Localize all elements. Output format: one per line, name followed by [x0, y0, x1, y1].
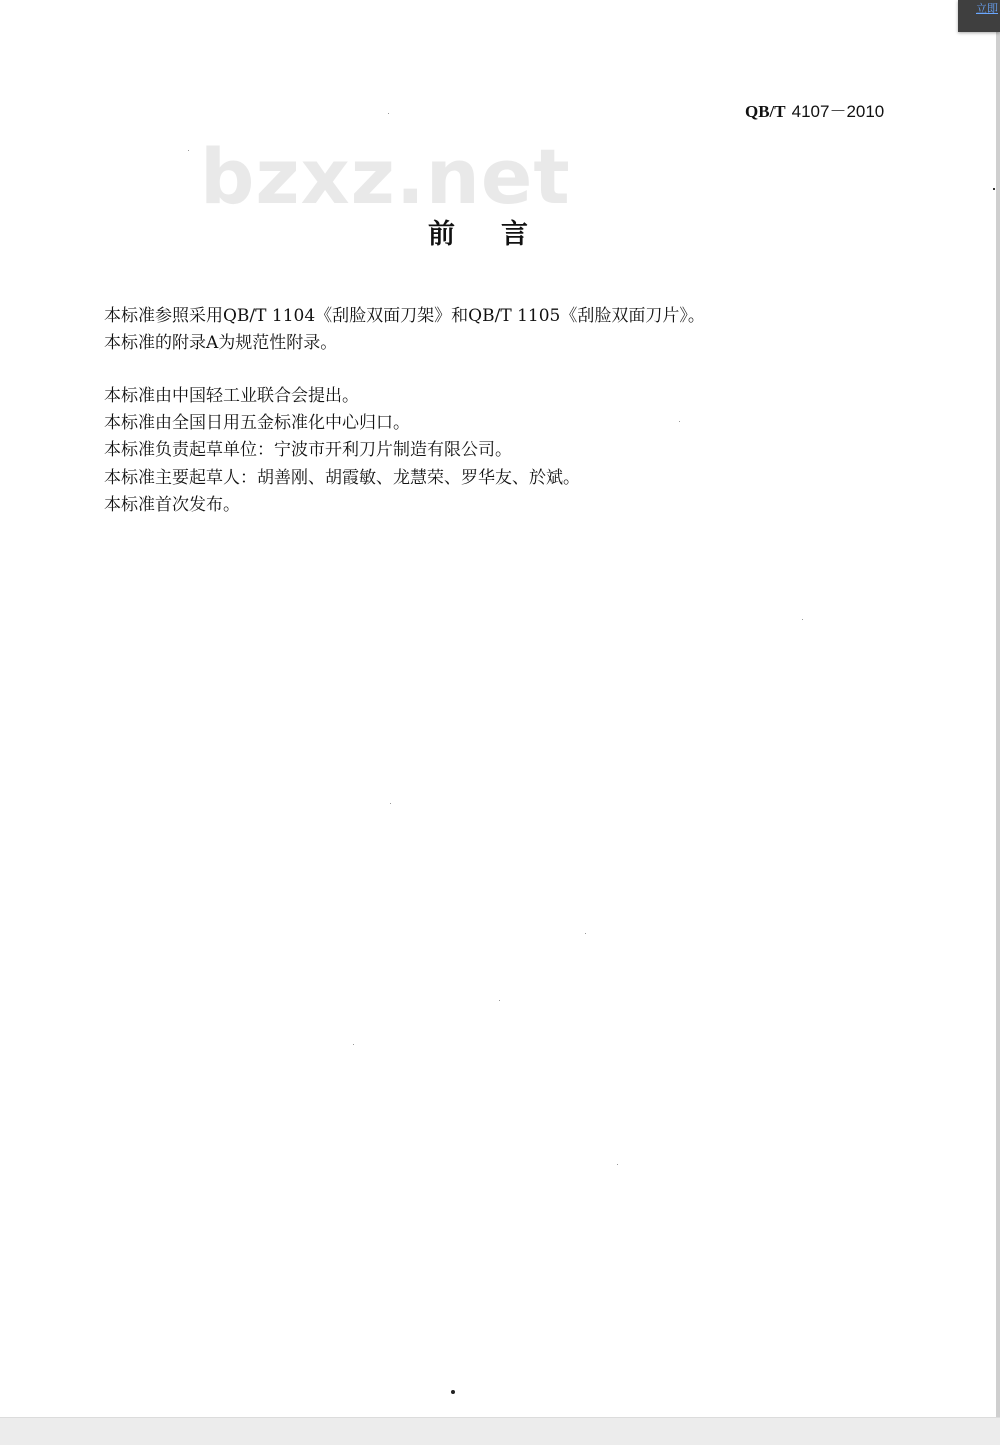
scan-speck: [993, 188, 995, 190]
scan-speck: [617, 1164, 618, 1165]
paragraph-proposed: 本标准由中国轻工业联合会提出。: [104, 386, 359, 406]
paragraph-administered: 本标准由全国日用五金标准化中心归口。: [104, 413, 410, 433]
paragraph-appendix: 本标准的附录A为规范性附录。: [104, 333, 338, 353]
paragraph-reference: 本标准参照采用QB/T 1104《刮脸双面刀架》和QB/T 1105《刮脸双面刀片》。: [104, 306, 705, 326]
page-mark-dot: [451, 1390, 455, 1394]
standard-number: 4107－2010: [791, 102, 885, 121]
standard-prefix: QB/T: [745, 102, 786, 121]
scan-speck: [499, 1000, 500, 1001]
scan-speck: [388, 113, 389, 114]
paragraph-drafters: 本标准主要起草人：胡善刚、胡霞敏、龙慧荣、罗华友、於斌。: [104, 468, 580, 488]
paragraph-first-release: 本标准首次发布。: [104, 495, 240, 515]
page-right-edge: [996, 0, 1000, 1418]
page-title: 前言: [428, 219, 574, 250]
standard-code: [745, 97, 884, 122]
corner-popup-link[interactable]: 立即: [976, 2, 998, 15]
scan-speck: [353, 1044, 354, 1045]
scan-speck: [188, 150, 189, 151]
scan-speck: [679, 421, 680, 422]
watermark-text: bzxz.net: [200, 132, 571, 221]
paragraph-drafting-unit: 本标准负责起草单位：宁波市开利刀片制造有限公司。: [104, 440, 512, 460]
scan-speck: [802, 619, 803, 620]
corner-popup-tab[interactable]: [958, 0, 1000, 32]
bottom-scroll-area: [0, 1417, 1000, 1445]
scan-speck: [585, 933, 586, 934]
scan-speck: [390, 803, 391, 804]
